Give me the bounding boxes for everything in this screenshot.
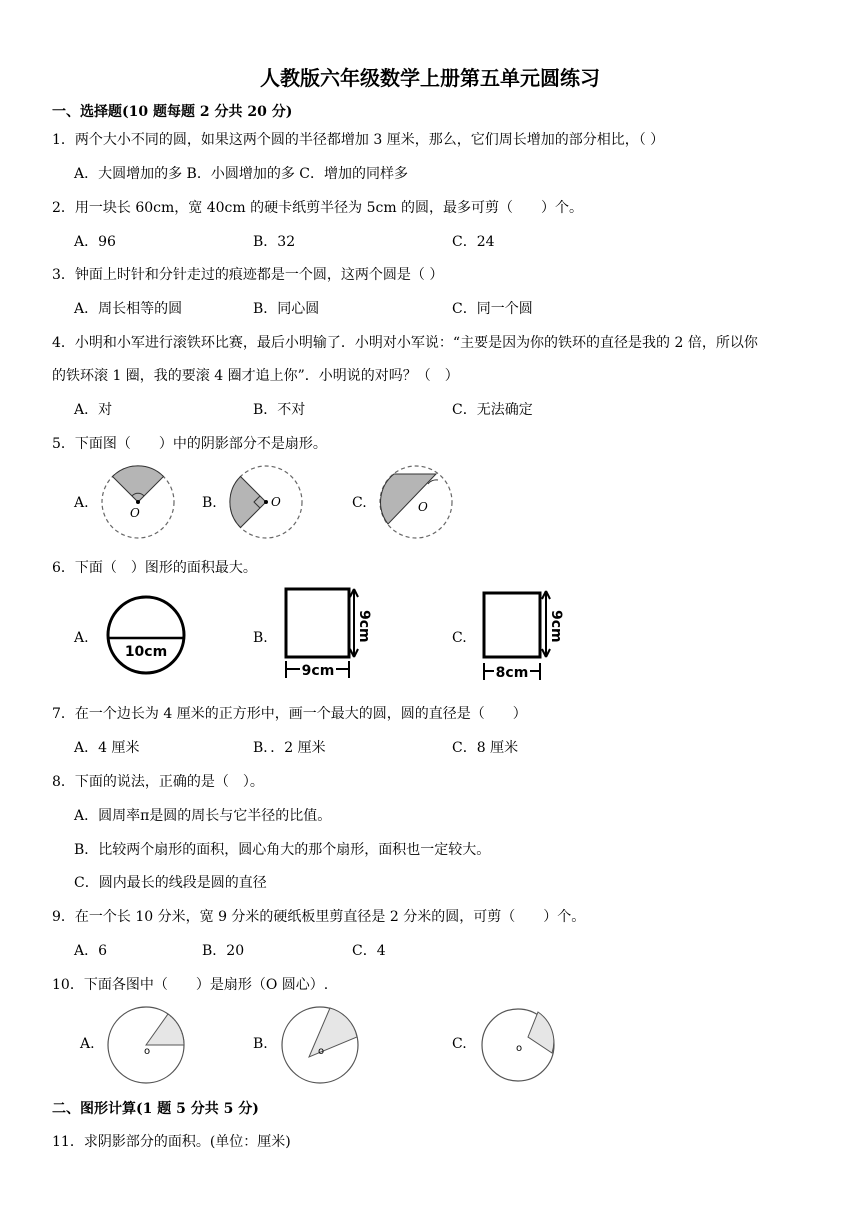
question-5: 5．下面图（ ）中的阴影部分不是扇形。 — [52, 436, 327, 452]
question-4-option-b: B．不对 — [253, 402, 306, 418]
square-outline — [286, 589, 349, 657]
center-dot — [264, 500, 268, 504]
dotted-region — [528, 1012, 554, 1053]
question-6-label-b: B. — [253, 630, 268, 646]
width-label: 8cm — [495, 665, 529, 681]
question-4-option-c: C．无法确定 — [452, 402, 533, 418]
dotted-region — [309, 1008, 357, 1057]
question-2-option-b: B．32 — [253, 234, 296, 250]
question-7-option-c: C．8 厘米 — [452, 740, 519, 756]
width-label: 9cm — [301, 663, 335, 679]
question-10-figure-a — [106, 1005, 186, 1085]
height-label: 9cm — [548, 610, 564, 643]
question-5-label-c: C. — [352, 495, 367, 511]
question-9: 9．在一个长 10 分米，宽 9 分米的硬纸板里剪直径是 2 分米的圆，可剪（ ）个。 — [52, 909, 586, 925]
question-3-option-a: A．周长相等的圆 — [74, 301, 183, 317]
question-4-line-2: 的铁环滚 1 圈，我的要滚 4 圈才追上你”．小明说的对吗？（ ） — [52, 368, 459, 384]
question-8-option-b: B．比较两个扇形的面积，圆心角大的那个扇形，面积也一定较大。 — [74, 842, 491, 858]
circle-outline — [108, 597, 184, 673]
question-3: 3．钟面上时针和分针走过的痕迹都是一个圆，这两个圆是（ ） — [52, 267, 444, 283]
question-10-label-b: B. — [253, 1036, 268, 1052]
question-4-line-1: 4．小明和小军进行滚铁环比赛，最后小明输了．小明对小军说：“主要是因为你的铁环的直径是我的 2 倍，所以你 — [52, 335, 758, 351]
question-3-option-b: B．同心圆 — [253, 301, 320, 317]
question-6-figure-b — [282, 586, 374, 682]
question-2-option-a: A．96 — [74, 234, 116, 250]
question-7-option-a: A．4 厘米 — [74, 740, 140, 756]
center-label: o — [318, 1046, 325, 1057]
question-10-figure-c — [478, 1005, 558, 1085]
height-label: 9cm — [356, 610, 372, 643]
question-8: 8．下面的说法，正确的是（ ）。 — [52, 774, 264, 790]
section-heading-calculation: 二、图形计算(1 题 5 分共 5 分) — [52, 1101, 259, 1117]
question-9-option-c: C．4 — [352, 943, 386, 959]
question-8-option-c: C．圆内最长的线段是圆的直径 — [74, 875, 267, 891]
question-10: 10．下面各图中（ ）是扇形（O 圆心）. — [52, 977, 329, 993]
question-1: 1．两个大小不同的圆，如果这两个圆的半径都增加 3 厘米，那么，它们周长增加的部分相比，（ ） — [52, 132, 665, 148]
question-10-label-a: A. — [80, 1036, 95, 1052]
question-7-option-b: B．．2 厘米 — [253, 740, 326, 756]
center-dot — [136, 500, 140, 504]
question-9-option-b: B．20 — [202, 943, 245, 959]
question-5-label-b: B. — [202, 495, 217, 511]
question-2: 2．用一块长 60cm，宽 40cm 的硬卡纸剪半径为 5cm 的圆，最多可剪（ ）个。 — [52, 200, 584, 216]
center-label: o — [516, 1043, 523, 1054]
question-5-figure-c — [376, 462, 456, 542]
center-label: O — [271, 495, 281, 509]
question-6-figure-c — [480, 586, 570, 682]
question-5-label-a: A. — [74, 495, 89, 511]
question-10-label-c: C. — [452, 1036, 467, 1052]
question-6-label-c: C. — [452, 630, 467, 646]
question-11: 11．求阴影部分的面积。(单位：厘米) — [52, 1134, 291, 1150]
question-6-figure-a — [105, 594, 187, 676]
shaded-sector — [230, 477, 266, 528]
shaded-region — [381, 474, 436, 524]
question-6-label-a: A. — [74, 630, 89, 646]
question-6: 6．下面（ ）图形的面积最大。 — [52, 560, 257, 576]
rectangle-outline — [484, 593, 540, 657]
dotted-sector — [146, 1014, 184, 1045]
question-2-option-c: C．24 — [452, 234, 495, 250]
question-3-option-c: C．同一个圆 — [452, 301, 533, 317]
shaded-sector — [113, 466, 164, 502]
center-label: o — [144, 1046, 151, 1057]
page-title: 人教版六年级数学上册第五单元圆练习 — [260, 66, 600, 90]
question-9-option-a: A．6 — [74, 943, 108, 959]
question-10-figure-b — [280, 1005, 360, 1085]
question-5-figure-a — [98, 462, 178, 542]
section-heading-choice: 一、选择题(10 题每题 2 分共 20 分) — [52, 104, 293, 120]
question-1-options: A．大圆增加的多 B．小圆增加的多 C．增加的同样多 — [74, 166, 409, 182]
question-8-option-a: A．圆周率π是圆的周长与它半径的比值。 — [74, 808, 332, 824]
diameter-label: 10cm — [124, 644, 168, 660]
center-label: O — [418, 500, 428, 514]
question-4-option-a: A．对 — [74, 402, 113, 418]
question-5-figure-b — [226, 462, 306, 542]
center-label: O — [130, 506, 140, 520]
question-7: 7．在一个边长为 4 厘米的正方形中，画一个最大的圆，圆的直径是（ ） — [52, 706, 527, 722]
